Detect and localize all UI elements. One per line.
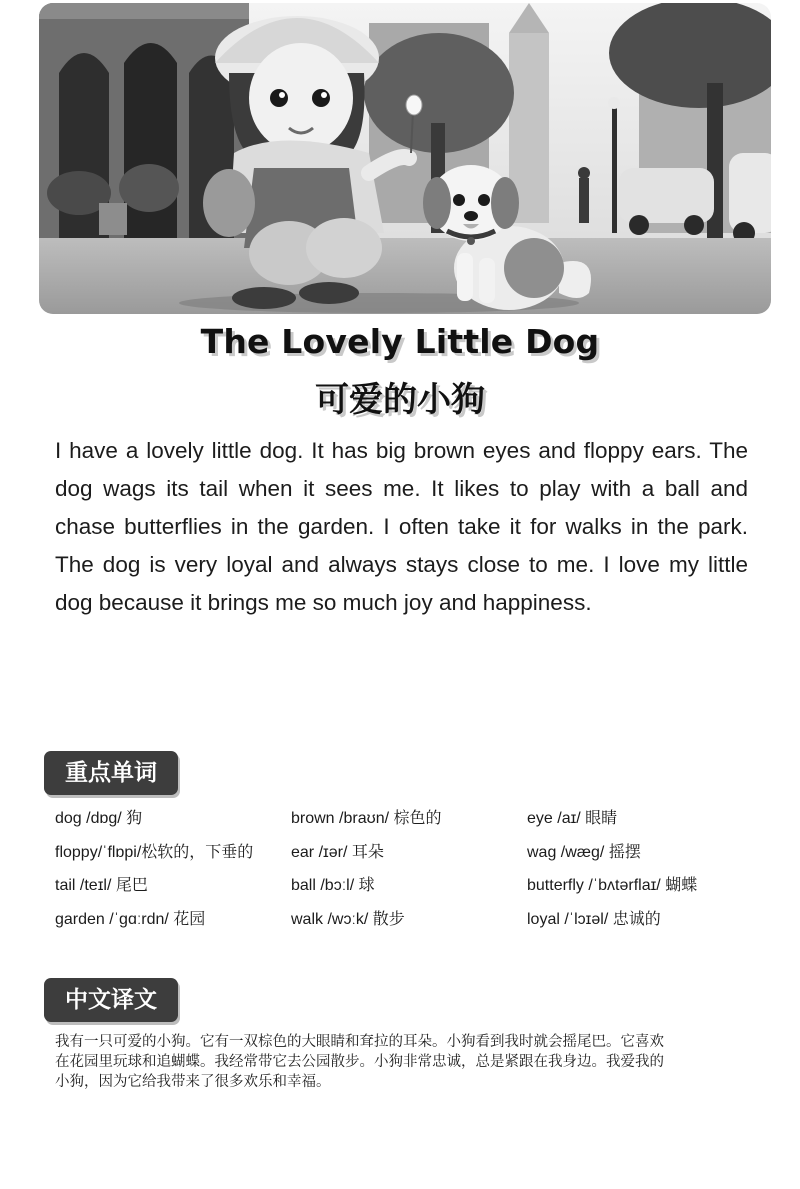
girl-and-puppy-illustration xyxy=(39,3,771,314)
vocab-item: brown /braʊn/ 棕色的 xyxy=(291,810,442,827)
vocab-item: eye /aɪ/ 眼睛 xyxy=(527,810,618,827)
vocab-item: wag /wæg/ 摇摆 xyxy=(527,843,641,861)
vocab-item: garden /ˈgɑːrdn/ 花园 xyxy=(55,910,206,928)
vocab-item: dog /dɒg/ 狗 xyxy=(55,810,143,827)
vocab-item: ball /bɔːl/ 球 xyxy=(291,877,375,894)
vocab-section-label: 重点单词 xyxy=(44,751,178,795)
vocab-item: butterfly /ˈbʌtərflaɪ/ 蝴蝶 xyxy=(527,877,698,894)
vocab-item: tail /teɪl/ 尾巴 xyxy=(55,877,148,894)
vocab-item: ear /ɪər/ 耳朵 xyxy=(291,843,384,861)
translation-section-label: 中文译文 xyxy=(44,978,178,1022)
vocab-item: loyal /ˈlɔɪəl/ 忠诚的 xyxy=(527,910,661,928)
vocab-item: walk /wɔːk/ 散步 xyxy=(291,910,405,928)
translation-text: 我有一只可爱的小狗。它有一双棕色的大眼睛和耷拉的耳朵。小狗看到我时就会摇尾巴。它喜欢在花园里玩球和追蝴蝶。我经常带它去公园散步。小狗非常忠诚，总是紧跟在我身边。我爱我的小狗，因为它给我带来了很多欢乐和幸福。 xyxy=(55,1034,664,1090)
vocab-item: floppy/ˈflɒpi/松软的，下垂的 xyxy=(55,843,254,861)
story-paragraph: I have a lovely little dog. It has big brown eyes and floppy ears. The dog wags its tail when it sees me. It likes to play with a ball and chase butterflies in the garden. I often take it for walks in the park. The dog is very loyal and always stays close to me. I love my little dog because it brings me so much joy and happiness. xyxy=(55,438,748,615)
title-english: The Lovely Little Dog xyxy=(200,322,600,361)
vocab-list xyxy=(55,805,765,939)
title-chinese: 可爱的小狗 xyxy=(315,380,485,420)
car xyxy=(619,168,714,223)
illustration-svg xyxy=(39,3,771,314)
